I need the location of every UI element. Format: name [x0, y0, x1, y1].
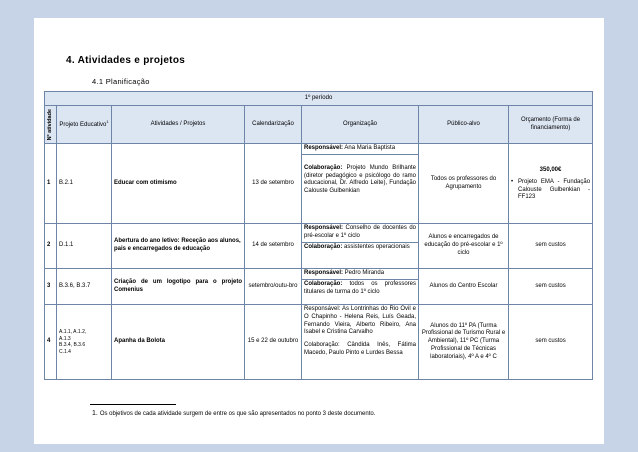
row-atividade: Educar com otimismo [112, 144, 245, 224]
footnote-ref: 1 [106, 119, 109, 125]
row-orcamento: sem custos [509, 224, 593, 269]
header-publico: Público-alvo [419, 106, 509, 144]
org-responsavel-label: Responsável: [304, 145, 344, 151]
orcamento-amount: 350,00€ [539, 166, 562, 173]
row-organizacao [302, 144, 419, 224]
section-heading: 4. Atividades e projetos [66, 55, 186, 66]
subsection-heading: 4.1 Planificação [92, 77, 150, 86]
org-responsavel-value: Ana Maria Baptista [343, 145, 396, 151]
projeto-line: B.3.4, B.3.6 [59, 342, 86, 348]
org-divider [302, 154, 418, 155]
header-num [45, 106, 57, 144]
row-projeto: D.1.1 [57, 224, 112, 269]
table-row [45, 269, 593, 305]
org-colaboracao-label: Colaboração: [304, 243, 343, 250]
header-orcamento: Orçamento (Forma de financiamento) [509, 106, 593, 144]
org-divider [302, 242, 418, 243]
orcamento-bullet: • Projeto EMA - Fundação Calouste Gulbenkian - FF123 [511, 178, 591, 201]
row-publico: Alunos do 11º PA (Turma Profissional de Turismo Rural e Ambiental), 11º PC (Turma Profissional de Técnicas laboratoriais), 4º A e 4º C [419, 305, 509, 380]
row-orcamento [509, 144, 593, 224]
period-header: 1º período [45, 92, 593, 106]
row-projeto: B.3.6, B.3.7 [57, 269, 112, 305]
row-num: 3 [45, 269, 57, 305]
org-responsavel: Responsável: As Lontrinhas do Rio Ovil e O Chapinho - Helena Reis, Luís Geada, Fernando Vieira, Alberto Ribeiro, Ana Isabel e Cristina Carvalho [304, 306, 416, 336]
header-organizacao: Organização [302, 106, 419, 144]
row-publico: Todos os professores do Agrupamento [419, 144, 509, 224]
projeto-line: A.1.3 [59, 335, 71, 342]
row-projeto: B.2.1 [57, 144, 112, 224]
row-publico: Alunos do Centro Escolar [419, 269, 509, 305]
projeto-line: C.1.4 [59, 348, 71, 355]
org-colaboracao: Colaboração: Cândida Inês, Fátima Macedo, Paulo Pinto e Lurdes Bessa [304, 342, 416, 356]
org-responsavel-label: Responsável: [304, 225, 344, 231]
org-divider [302, 279, 418, 280]
header-projeto [57, 106, 112, 144]
row-organizacao [302, 269, 419, 305]
row-num: 1 [45, 144, 57, 224]
row-calendarizacao: 14 de setembro [245, 224, 302, 269]
header-calendarizacao: Calendarização [245, 106, 302, 144]
document-page [34, 18, 604, 444]
header-atividades: Atividades / Projetos [112, 106, 245, 144]
bullet-icon: • [511, 178, 514, 185]
row-organizacao [302, 305, 419, 380]
org-colaboracao-label: Colaboração: [304, 280, 343, 287]
row-projeto [57, 305, 112, 380]
row-orcamento: sem custos [509, 305, 593, 380]
table-row [45, 144, 593, 224]
org-colaboracao-value: todos os professores titulares de turma do 1º ciclo [304, 280, 416, 295]
row-atividade: Criação de um logotipo para o projeto Comenius [112, 269, 245, 305]
row-atividade: Abertura do ano letivo: Receção aos alunos, pais e encarregados de educação [112, 224, 245, 269]
footnote-text: Os objetivos de cada atividade surgem de entre os que são apresentados no ponto 3 deste documento. [99, 411, 376, 417]
row-calendarizacao: 13 de setembro [245, 144, 302, 224]
org-responsavel-value: Pedro Miranda [343, 270, 385, 276]
row-orcamento: sem custos [509, 269, 593, 305]
row-calendarizacao: setembro/outu-bro [245, 269, 302, 305]
org-colaboracao-value: Projeto Mundo Brilhante (diretor pedagógico e psicólogo do ramo educacional, Dr. Alfredo Leite), Fundação Calouste Gulbenkian [304, 164, 416, 195]
table-row [45, 305, 593, 380]
header-projeto-label: Projeto Educativo [59, 122, 107, 129]
activities-table [44, 91, 593, 380]
org-responsavel-label: Responsável: [304, 270, 344, 276]
row-num: 4 [45, 305, 57, 380]
org-colaboracao-value: assistentes operacionais [342, 243, 410, 250]
row-calendarizacao: 15 e 22 de outubro [245, 305, 302, 380]
footnote [92, 410, 375, 417]
header-num-label: Nº atividade [47, 108, 53, 141]
org-colaboracao-label: Colaboração: [304, 164, 343, 171]
row-atividade: Apanha da Bolota [112, 305, 245, 380]
footnote-divider [90, 404, 176, 405]
table-row [45, 224, 593, 269]
row-num: 2 [45, 224, 57, 269]
row-organizacao [302, 224, 419, 269]
row-publico: Alunos e encarregados de educação do pré-escolar e 1º ciclo [419, 224, 509, 269]
projeto-line: A.1.1, A.1.2, [59, 329, 87, 335]
org-responsavel-value: Conselho de docentes do pré-escolar e 1º ciclo [304, 225, 416, 239]
footnote-number: 1. [92, 410, 98, 417]
